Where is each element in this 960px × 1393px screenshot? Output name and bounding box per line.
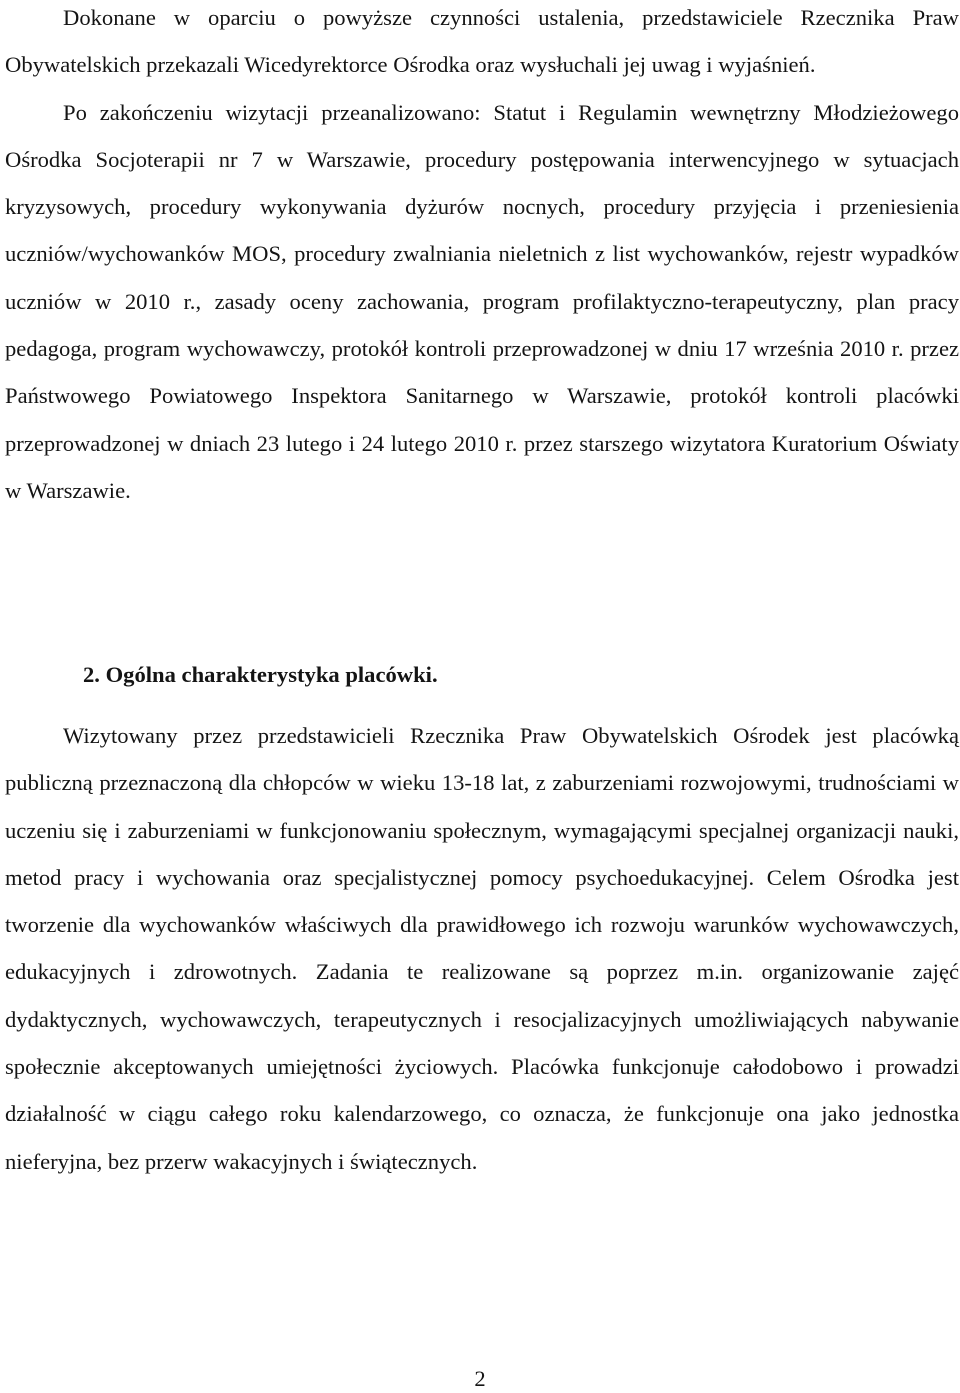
page-number: 2 [474,1366,486,1391]
paragraph-findings-summary: Dokonane w oparciu o powyższe czynności ustalenia, przedstawiciele Rzecznika Praw Obywatelskich przekazali Wicedyrektorce Ośrodka oraz wysłuchali jej uwag i wyjaśnień. [5,5,959,78]
section-heading: 2. Ogólna charakterystyka placówki. [83,662,438,687]
document-page [5,0,959,1174]
paragraph-analyzed-documents: Po zakończeniu wizytacji przeanalizowano: Statut i Regulamin wewnętrzny Młodzieżowego Ośrodka Socjoterapii nr 7 w Warszawie, procedury postępowania interwencyjnego w sytuacjach kryzysowych, procedury wykonywania dyżurów nocnych, procedury przyjęcia i przeniesienia uczniów/wychowanków MOS, procedury zwalniania nieletnich z list wychowanków, rejestr wypadków uczniów w 2010 r., zasady oceny zachowania, program profilaktyczno-terapeutyczny, plan pracy pedagoga, program wychowawczy, protokół kontroli przeprowadzonej w dniu 17 września 2010 r. przez Państwowego Powiatowego Inspektora Sanitarnego w Warszawie, protokół kontroli placówki przeprowadzonej w dniach 23 lutego i 24 lutego 2010 r. przez starszego wizytatora Kuratorium Oświaty w Warszawie. [5,99,959,503]
paragraph-facility-description: Wizytowany przez przedstawicieli Rzecznika Praw Obywatelskich Ośrodek jest placówką publiczną przeznaczoną dla chłopców w wieku 13-18 lat, z zaburzeniami rozwojowymi, trudnościami w uczeniu się i zaburzeniami w funkcjonowaniu społecznym, wymagającymi specjalnej organizacji nauki, metod pracy i wychowania oraz specjalistycznej pomocy psychoedukacyjnej. Celem Ośrodka jest tworzenie dla wychowanków właściwych dla prawidłowego ich rozwoju warunków wychowawczych, edukacyjnych i zdrowotnych. Zadania te realizowane są poprzez m.in. organizowanie zajęć dydaktycznych, wychowawczych, terapeutycznych i resocjalizacyjnych umożliwiających nabywanie społecznie akceptowanych umiejętności życiowych. Placówka funkcjonuje całodobowo i prowadzi działalność w ciągu całego roku kalendarzowego, co oznacza, że funkcjonuje ona jako jednostka nieferyjna, bez przerw wakacyjnych i świątecznych. [5,723,959,1174]
